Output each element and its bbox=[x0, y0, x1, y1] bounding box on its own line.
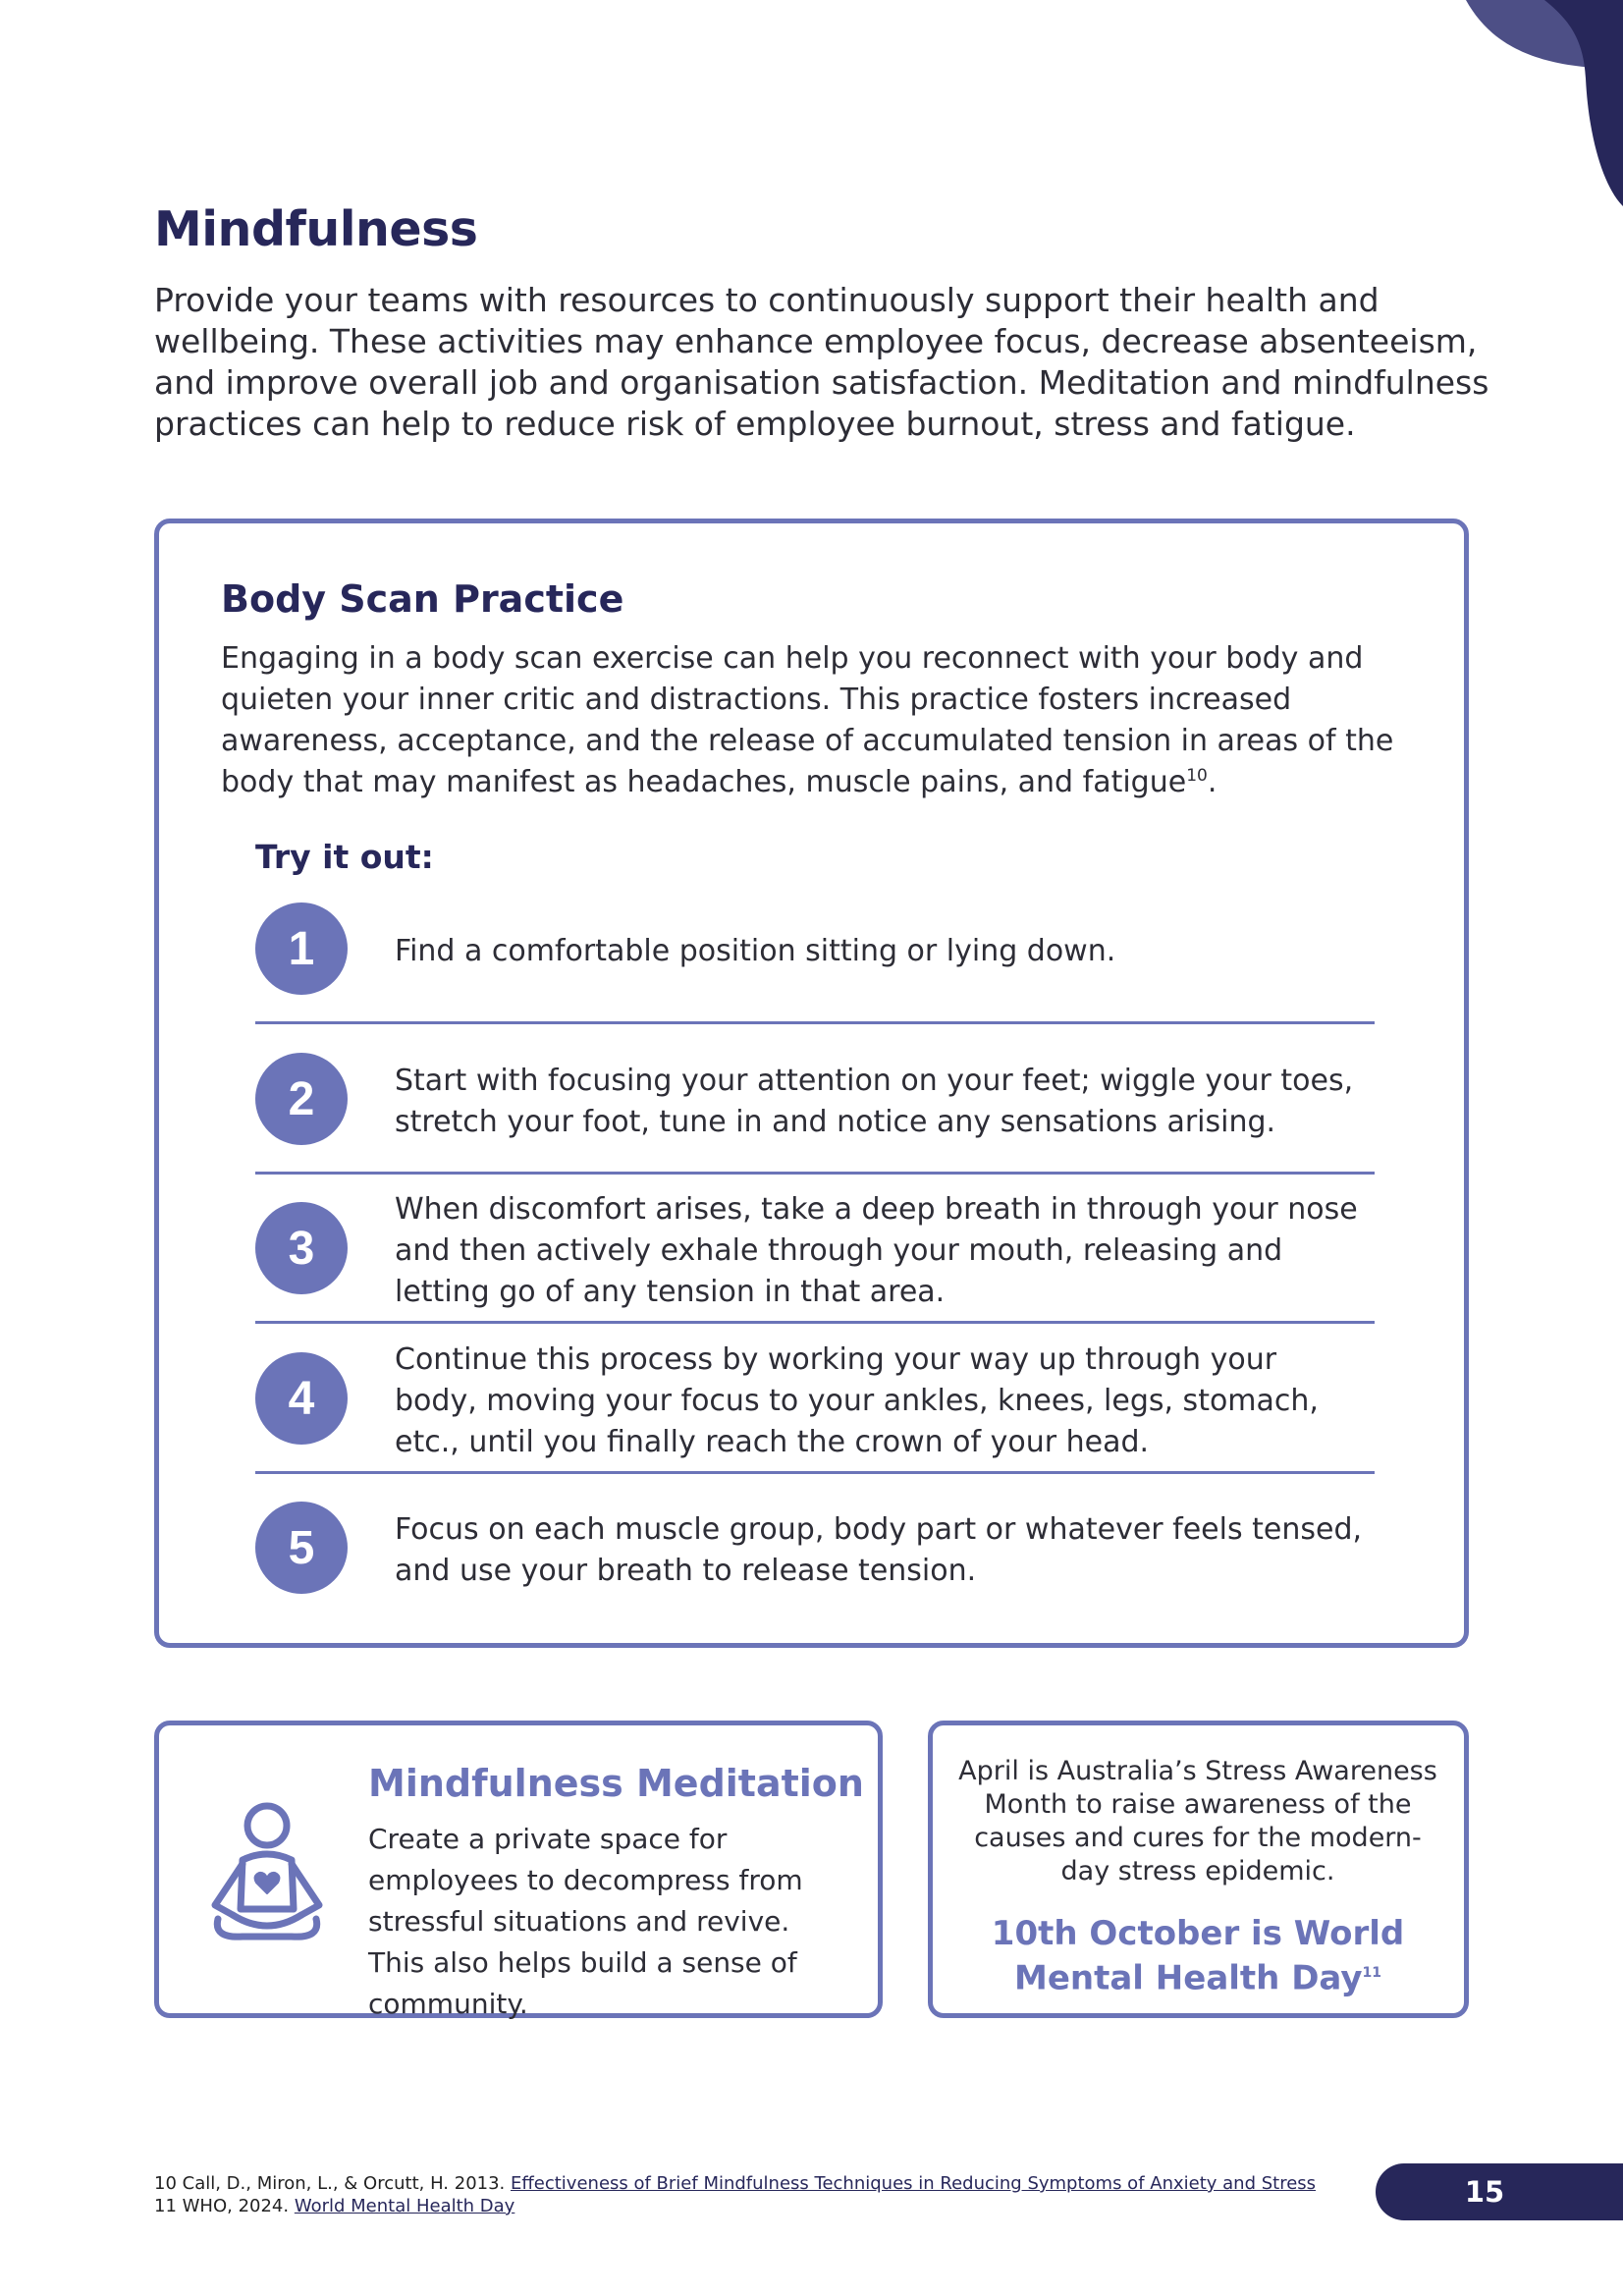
footnote-11 bbox=[154, 2195, 1316, 2217]
step-divider bbox=[255, 1321, 1375, 1324]
body-scan-description-text: Engaging in a body scan exercise can help you reconnect with your body and quieten your inner critic and distractions. This practice fosters increased awareness, acceptance, and the release of accumulated tension in areas of the body that may manifest as headaches, muscle pains, and fatigue bbox=[221, 641, 1394, 799]
step-text: Find a comfortable position sitting or lying down. bbox=[395, 934, 1116, 968]
step-number-badge: 2 bbox=[255, 1053, 348, 1145]
footnotes bbox=[154, 2172, 1316, 2217]
meditation-panel bbox=[154, 1721, 883, 2018]
step-3 bbox=[255, 1176, 1375, 1326]
step-5 bbox=[255, 1476, 1375, 1625]
step-4 bbox=[255, 1327, 1375, 1476]
footnote-prefix: 11 WHO, 2024. bbox=[154, 2196, 295, 2216]
footnote-ref-10: 10 bbox=[1186, 766, 1208, 786]
page-title: Mindfulness bbox=[154, 201, 478, 257]
body-scan-description bbox=[221, 638, 1399, 803]
step-2 bbox=[255, 1027, 1375, 1176]
footnote-link-mindfulness-study[interactable]: Effectiveness of Brief Mindfulness Techniques in Reducing Symptoms of Anxiety and Stress bbox=[511, 2173, 1317, 2194]
corner-decoration bbox=[1427, 0, 1623, 216]
highlight-text: 10th October is World Mental Health Day bbox=[991, 1914, 1405, 1998]
step-text: Focus on each muscle group, body part or whatever feels tensed, and use your breath to release tension. bbox=[395, 1512, 1363, 1588]
step-text: Continue this process by working your way up through your body, moving your focus to your ankles, knees, legs, stomach, etc., until you finally reach the crown of your head. bbox=[395, 1342, 1319, 1459]
step-number-badge: 3 bbox=[255, 1202, 348, 1294]
step-1 bbox=[255, 877, 1375, 1026]
body-scan-panel bbox=[154, 519, 1469, 1648]
try-it-out-label: Try it out: bbox=[255, 838, 434, 876]
body-scan-title: Body Scan Practice bbox=[221, 577, 624, 621]
step-number-badge: 1 bbox=[255, 902, 348, 995]
mental-health-day-highlight bbox=[952, 1914, 1443, 1997]
footnote-10 bbox=[154, 2172, 1316, 2195]
step-divider bbox=[255, 1021, 1375, 1024]
step-number-badge: 4 bbox=[255, 1352, 348, 1445]
step-text: When discomfort arises, take a deep breath in through your nose and then actively exhale through your mouth, releasing and letting go of any tension in that area. bbox=[395, 1192, 1358, 1309]
footnote-link-world-mental-health-day[interactable]: World Mental Health Day bbox=[294, 2196, 515, 2216]
awareness-text: April is Australia’s Stress Awareness Month to raise awareness of the causes and cures for the modern-day stress epidemic. bbox=[958, 1756, 1437, 1886]
page-number: 15 bbox=[1376, 2163, 1623, 2220]
step-divider bbox=[255, 1172, 1375, 1175]
awareness-panel bbox=[928, 1721, 1469, 2018]
footnote-ref-11: 11 bbox=[1362, 1965, 1381, 1981]
footnote-prefix: 10 Call, D., Miron, L., & Orcutt, H. 2013. bbox=[154, 2173, 511, 2194]
step-number-badge: 5 bbox=[255, 1502, 348, 1594]
meditation-title: Mindfulness Meditation bbox=[368, 1762, 864, 1805]
meditation-person-icon bbox=[203, 1799, 331, 1946]
meditation-text: Create a private space for employees to decompress from stressful situations and revive. This also helps build a sense of community. bbox=[368, 1823, 803, 2020]
step-divider bbox=[255, 1471, 1375, 1474]
step-text: Start with focusing your attention on your feet; wiggle your toes, stretch your foot, tune in and notice any sensations arising. bbox=[395, 1064, 1354, 1139]
intro-paragraph: Provide your teams with resources to continuously support their health and wellbeing. These activities may enhance employee focus, decrease absenteeism, and improve overall job and organisation satisfaction. Meditation and mindfulness practices can help to reduce risk of employee burnout, stress and fatigue. bbox=[154, 281, 1489, 443]
body-scan-description-end: . bbox=[1207, 765, 1217, 799]
